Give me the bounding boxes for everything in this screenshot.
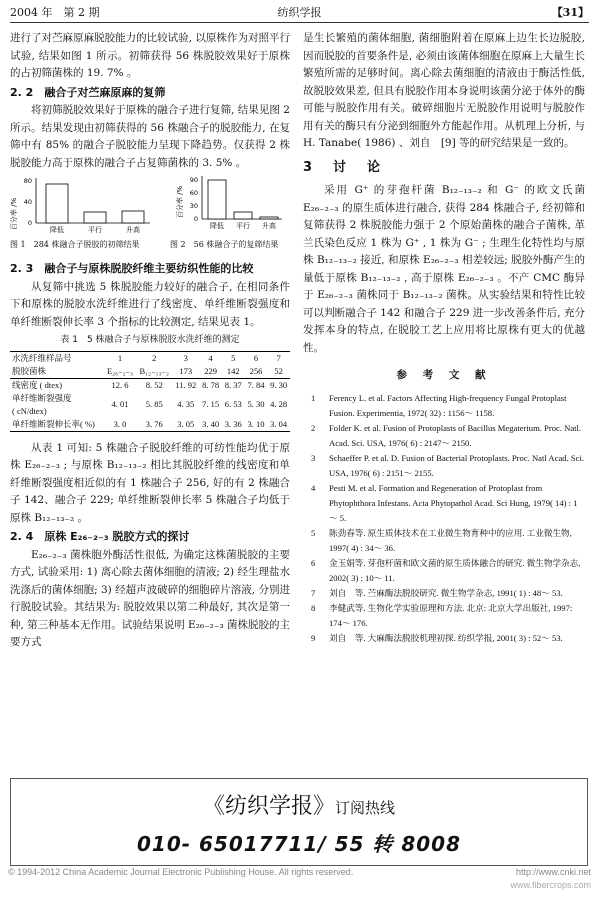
fig2-ylabel: 百分率 /%: [176, 185, 184, 219]
reference-number: 1: [311, 392, 316, 403]
fig2-cat-parallel: 平行: [236, 222, 250, 230]
reference-item: [303, 556, 585, 586]
reference-number: 8: [311, 602, 316, 613]
fig1-tick-0: 0: [27, 219, 32, 227]
fig1-caption: 图 1 284 株融合子脱胶的初筛结果: [10, 240, 140, 249]
table-cell: 142: [226, 365, 240, 376]
issue-label: 2004 年 第 2 期: [10, 6, 100, 19]
subscription-ad: [10, 778, 588, 866]
table-cell: 8. 52: [136, 378, 172, 392]
section-heading-3: 3 讨 论: [303, 159, 385, 175]
table-cell: 7. 84: [245, 378, 268, 392]
fig2-bar-decrease: [208, 180, 226, 219]
table-cell: 3: [172, 351, 199, 365]
table-cell: 3. 05: [172, 418, 199, 432]
reference-number: 2: [311, 422, 316, 433]
fig1-tick-80: 80: [23, 177, 32, 185]
ad-subtitle: 订阅热线: [335, 799, 396, 817]
figure-1: [10, 177, 150, 234]
table-cell: 4. 35: [177, 399, 195, 409]
table-cell: 6. 53: [224, 399, 242, 409]
reference-item: [303, 421, 585, 451]
table-cell: 6: [245, 351, 268, 365]
figure-2: [175, 176, 282, 230]
paragraph: 采用 G⁺ 的芽孢杆菌 B₁₂₋₁₃₋₂ 和 G⁻ 的欧文氏菌 E₂₆₋₂₋₃ 的原生质体进行融合, 获得 284 株融合子, 经初筛和复筛获得 2 株脱胶能力强于 2 个原始菌株的融合子菌株, 革兰氏染色反应 1 株为 G⁺ , 1 株为 G⁻ ; 生理生化特性均与原株 B₁₂₋₁₃₋₂ 接近, 和原株 E₂₆₋₂₋₃ 相差较远; 脱胶外酶产生的量低于原株 B₁₂₋₁₃₋₂ , 高于原株 E₂₆₋₂₋₃ 。不产 CMC 酶异于 E₂₆₋₂₋₃ 菌株同于 B₁₂₋₁₃₋₂ 菌株。从实验结果和特性比较可以判断融合子 142 和融合子 229 进一步改善条件后, 充分发挥本身的特点, 在脱胶工艺上应用将比原株有更大的优越性。: [303, 184, 585, 354]
table-row: [10, 351, 290, 365]
paragraph: 从表 1 可知: 5 株融合子脱胶纤维的可纺性能均优于原株 E₂₆₋₂₋₃ ; 与原株 B₁₂₋₁₃₋₂ 相比其脱胶纤维的线密度和单纤维断裂强度相近似的有 1 株融合子 256, 好的有 2 株融合子 142、融合子 229; 单纤维断裂伸长率 5 株融合子均低于原株 B₁₂₋₁₃₋₂ 。: [10, 441, 290, 524]
table-cell: 3. 04: [267, 418, 290, 432]
fig1-cat-increase: 升高: [126, 226, 140, 234]
table-cell: 11. 92: [172, 378, 199, 392]
table-cell: 173: [179, 365, 193, 376]
table-cell: [10, 392, 104, 418]
journal-name: 纺织学报: [277, 6, 322, 19]
table-cell: 3. 36: [222, 418, 245, 432]
table-cell: 256: [249, 365, 263, 376]
running-header: [10, 4, 589, 20]
section-heading-2-2: 2. 2 融合子对苎麻原麻的复筛: [10, 85, 166, 99]
reference-number: 3: [311, 452, 316, 463]
fig2-bar-parallel: [234, 212, 252, 219]
reference-text: 刘自 等. 大麻酶法脱胶机理初探. 纺织学报, 2001( 3) : 52～ 53.: [329, 632, 563, 643]
reference-text: 金玉娟等. 芽孢杆菌和欧文菌的原生质体融合的研究. 微生物学杂志, 2002( 3) : 10～ 11.: [329, 557, 581, 583]
table-cell: 3. 40: [199, 418, 222, 432]
reference-number: 9: [311, 632, 316, 643]
table-cell: 1: [104, 351, 136, 365]
section-heading-2-3: 2. 3 融合子与原株脱胶纤维主要纺织性能的比较: [10, 262, 254, 275]
reference-text: Folder K. et al. Fusion of Protoplasts of Bacillus Megaterium. Proc. Natl. Acad. Sci. USA, 1976( 6) : 2147～ 2150.: [329, 422, 582, 448]
table-cell: 3. 0: [104, 418, 136, 432]
reference-item: [303, 526, 585, 556]
table-cell: 8. 78: [199, 378, 222, 392]
table-cell: 8. 37: [222, 378, 245, 392]
paragraph: 是生长繁殖的菌体细胞, 菌细胞附着在原麻上边生长边脱胶, 因而脱胶的首要条件是, 必须由该菌体细胞在原麻上大量生长繁殖所需的足够时间。离心除去菌细胞的清液由于酶活性低, 故脱胶效果差, 但具有脱胶作用本身说明该菌分泌于体外的酶可能与脱胶作用有关。破碎细胞片无脱胶作用说明与脱胶作用有关的酶只有分泌到细胞外方能起作用。从机理上分析, 与 H. Tanabe( 1986) 、刘自 [9] 等的研究结果是一致的。: [303, 32, 585, 149]
reference-item: [303, 481, 585, 526]
table-cell: B₁₂₋₁₃₋₂: [139, 365, 170, 376]
reference-number: 7: [311, 587, 316, 598]
fig2-caption: 图 2 56 株融合子的复筛结果: [170, 240, 279, 249]
table-cell: 4. 28: [270, 399, 288, 409]
reference-number: 5: [311, 527, 316, 538]
fig2-tick-30: 30: [189, 202, 198, 210]
reference-text: 李健武等. 生物化学实验原理和方法. 北京: 北京大学出版社, 1997: 174～ 176.: [329, 602, 573, 628]
table-cell: 4: [199, 351, 222, 365]
reference-item: [303, 451, 585, 481]
reference-item: [303, 631, 585, 646]
fig2-cat-increase: 升高: [262, 222, 276, 230]
table-cell: 9. 30: [267, 378, 290, 392]
references-title: 参 考 文 献: [396, 369, 492, 381]
fig1-bar-increase: [122, 211, 144, 223]
data-table: [10, 351, 290, 432]
copyright-text: © 1994-2012 China Academic Journal Electronic Publishing House. All rights reserved.: [8, 867, 354, 877]
right-column: [303, 30, 585, 646]
fig1-bar-decrease: [46, 184, 68, 223]
table-row: [10, 392, 290, 418]
table-cell: 脱胶菌株: [12, 365, 47, 376]
table-cell: 2: [136, 351, 172, 365]
table-cell: 5. 30: [247, 399, 265, 409]
reference-text: Ferency L. et al. Factors Affecting High-frequency Fungal Protoplast Fusion. Experimentia, 1972( 32) : 1156～ 1158.: [329, 392, 567, 418]
fig2-bar-increase: [260, 217, 278, 219]
page-number: 【31】: [551, 6, 589, 19]
reference-item: [303, 601, 585, 631]
reference-item: [303, 391, 585, 421]
table-cell: E₂₆₋₂₋₃: [106, 365, 134, 376]
table-row: [10, 418, 290, 432]
left-column: [10, 30, 290, 652]
table-cell: 7. 15: [202, 399, 220, 409]
fig1-tick-40: 40: [23, 198, 32, 206]
reference-number: 6: [311, 557, 316, 568]
paragraph: 将初筛脱胶效果好于原株的融合子进行复筛, 结果见图 2 所示。结果发现由初筛获得的 56 株融合子的脱胶能力, 在复筛中有 85% 的融合子脱胶能力呈现下降趋势。仅获得 2 株脱胶能力高于原株的融合子占复筛菌株的 3. 5% 。: [10, 104, 290, 169]
table-title: 表 1 5 株融合子与原株脱胶水洗纤维的测定: [60, 335, 240, 345]
table-cell-line: 单纤维断裂强度: [12, 392, 72, 403]
watermark: www.fibercrops.com: [510, 880, 591, 890]
fig2-tick-60: 60: [189, 189, 198, 197]
ad-phone: 010- 65017711/ 55 转 8008: [136, 832, 462, 856]
fig2-tick-0: 0: [193, 215, 198, 223]
reference-text: Pesti M. et al. Formation and Regeneration of Protoplast from Phytophthora Infestans. Acta Phytopathol Acad. Sci Hung, 1979( 14) : 1～ 5.: [329, 482, 578, 523]
table-cell: 水洗纤维样品号: [10, 351, 104, 365]
reference-text: 陈劲春等. 原生质体技术在工业微生物育种中的应用. 工业微生物, 1997( 4) : 34～ 36.: [329, 527, 572, 553]
fig2-tick-90: 90: [189, 176, 198, 184]
fig1-bar-parallel: [84, 212, 106, 223]
reference-text: Schaeffer P. et al. D. Fusion of Bacterial Protoplasts. Proc. Natl Acad. Sci. USA, 1976( 6) : 2151～ 2155.: [329, 452, 584, 478]
ad-journal-title: 《纺织学报》: [202, 794, 335, 819]
table-cell: 3. 76: [136, 418, 172, 432]
table-row: [10, 365, 290, 379]
table-cell: 单纤维断裂伸长率( %): [10, 418, 104, 432]
paragraph: 从复筛中挑选 5 株脱胶能力较好的融合子, 在相同条件下和原株的脱胶水洗纤维进行了线密度、单纤维断裂强度和单纤维断裂伸长率 3 个指标的比较测定, 结果见表 1。: [10, 280, 290, 328]
table-cell: 229: [204, 365, 217, 376]
ad-title-line: [11, 789, 587, 820]
reference-text: 刘自 等. 苎麻酶法脱胶研究. 微生物学杂志, 1991( 1) : 48～ 53.: [329, 587, 563, 598]
reference-item: [303, 586, 585, 601]
section-heading-2-4: 2. 4 原株 E₂₆₋₂₋₃ 脱胶方式的探讨: [10, 530, 190, 543]
table-cell: 7: [267, 351, 290, 365]
reference-number: 4: [311, 482, 316, 493]
fig1-cat-decrease: 降低: [50, 226, 64, 234]
table-cell: 3. 10: [245, 418, 268, 432]
fig1-cat-parallel: 平行: [88, 226, 102, 234]
references-list: [303, 391, 585, 646]
table-cell: 52: [274, 365, 283, 376]
table-cell: 线密度 ( dtex): [10, 378, 104, 392]
table-cell: 4. 01: [111, 399, 129, 409]
table-cell: 12. 6: [104, 378, 136, 392]
footer-url[interactable]: http://www.cnki.net: [515, 867, 591, 877]
table-cell-line: ( cN/dtex): [12, 405, 47, 416]
figures-svg: [10, 174, 290, 236]
table-row: [10, 378, 290, 392]
fig2-cat-decrease: 降低: [210, 222, 224, 230]
copyright-footer: [8, 867, 591, 877]
table-cell: 5: [222, 351, 245, 365]
figure-row: [10, 174, 290, 236]
paragraph: 进行了对苎麻原麻脱胶能力的比较试验, 以原株作为对照平行试验, 结果如图 1 所示。初筛获得 56 株脱胶效果好于原株的占初筛菌株的 19. 7% 。: [10, 32, 290, 79]
table-cell: 5. 85: [145, 399, 163, 409]
fig1-ylabel: 百分率 /%: [10, 197, 18, 231]
paragraph: E₂₆₋₂₋₃ 菌株胞外酶活性很低, 为确定这株菌脱胶的主要方式, 试验采用: 1) 离心除去菌体细胞的清液; 2) 经生理盐水洗涤后的菌体细胞; 3) 经超声波破碎的细胞碎片溶液, 分别进行脱胶试验。其结果为: 脱胶效果以第二种最好, 其次是第一种, 第三种基本无作用。试验结果说明 E₂₆₋₂₋₃ 菌株脱胶的主要方式: [10, 548, 290, 648]
header-rule: [10, 22, 589, 23]
